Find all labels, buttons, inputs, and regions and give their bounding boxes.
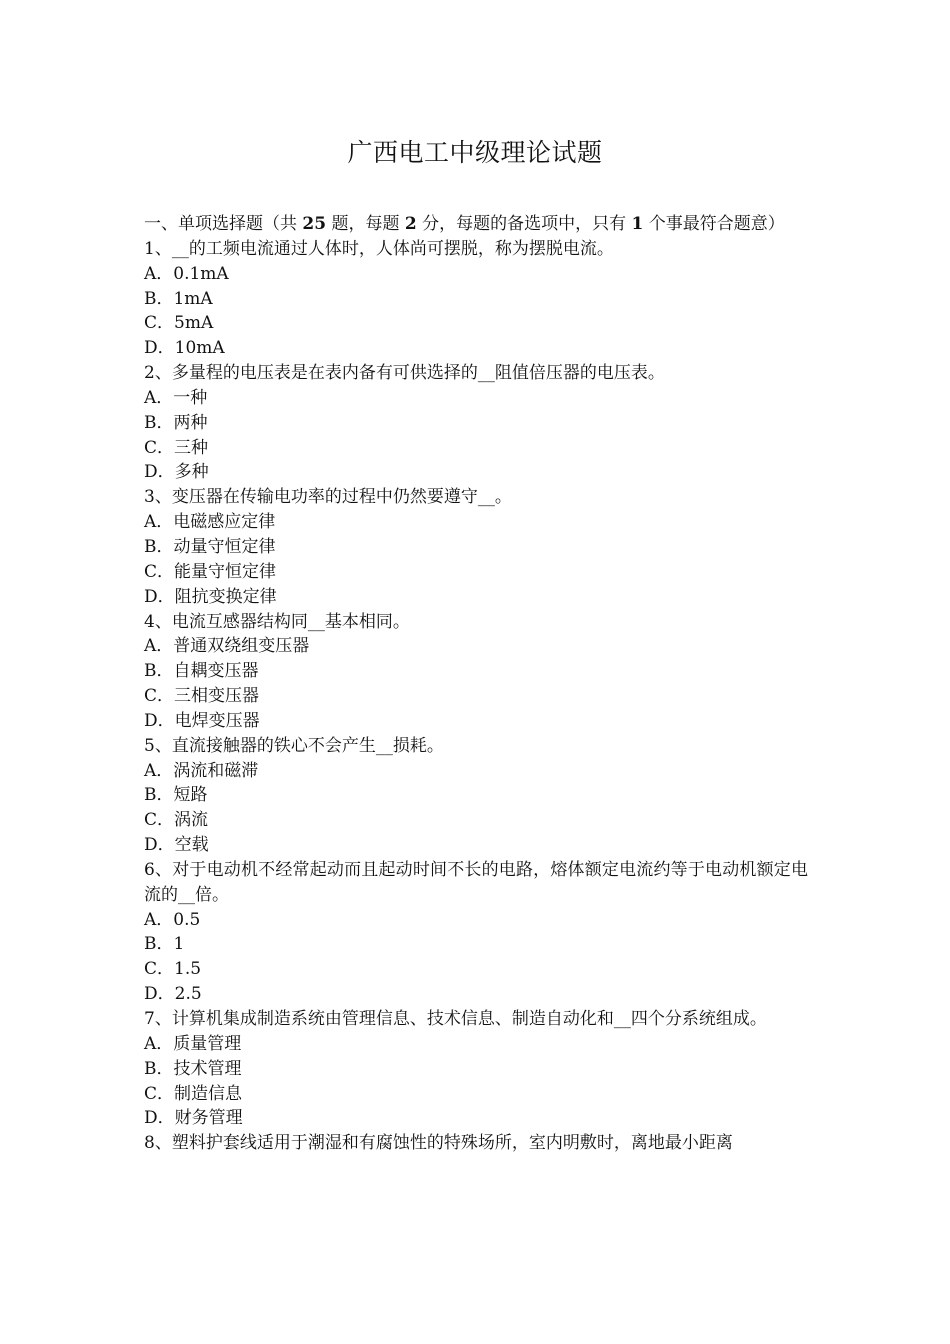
option-b: B．自耦变压器 <box>144 661 259 682</box>
option-c: C．三种 <box>144 437 209 458</box>
section-heading-suffix: 个事最符合题意） <box>643 214 785 234</box>
option-b: B．动量守恒定律 <box>144 536 276 557</box>
option-d: D．多种 <box>144 462 209 483</box>
option-d: D．空载 <box>144 835 209 856</box>
option-b: B．1 <box>144 934 185 955</box>
option-d: D．电焊变压器 <box>144 710 260 731</box>
question-item <box>144 734 808 858</box>
option-d: D．10mA <box>144 338 225 359</box>
option-d: D．2.5 <box>144 984 202 1005</box>
option-c: C．三相变压器 <box>144 686 260 707</box>
question-item <box>144 610 808 734</box>
section-heading-text: 分，每题的备选项中，只有 <box>416 214 632 234</box>
option-b: B．两种 <box>144 412 208 433</box>
question-stem: 7、计算机集成制造系统由管理信息、技术信息、制造自动化和__四个分系统组成。 <box>144 1009 767 1029</box>
question-stem: 3、变压器在传输电功率的过程中仍然要遵守__。 <box>144 487 512 508</box>
option-a: A．一种 <box>144 387 208 408</box>
question-item <box>144 485 808 609</box>
option-c: C．5mA <box>144 313 214 334</box>
option-d: D．财务管理 <box>144 1108 243 1129</box>
option-b: B．1mA <box>144 288 213 309</box>
section-heading-text: 题，每题 <box>326 214 405 234</box>
question-stem: 1、__的工频电流通过人体时，人体尚可摆脱，称为摆脱电流。 <box>144 238 614 259</box>
option-a: A．0.5 <box>144 909 201 930</box>
question-item <box>144 1131 808 1156</box>
option-d: D．阻抗变换定律 <box>144 586 277 607</box>
option-a: A．0.1mA <box>144 263 229 284</box>
option-a: A．电磁感应定律 <box>144 512 276 533</box>
option-a: A．普通双绕组变压器 <box>144 636 310 657</box>
correct-option-count: 1 <box>631 214 644 234</box>
option-a: A．质量管理 <box>144 1033 242 1054</box>
option-c: C．能量守恒定律 <box>144 561 277 582</box>
question-stem: 4、电流互感器结构同__基本相同。 <box>144 611 410 632</box>
question-item <box>144 858 808 1007</box>
option-c: C．制造信息 <box>144 1083 243 1104</box>
question-item <box>144 237 808 361</box>
question-item <box>144 361 808 485</box>
option-b: B．短路 <box>144 785 208 806</box>
question-count: 25 <box>302 214 327 234</box>
section-heading-prefix: 一、单项选择题（共 <box>144 214 303 234</box>
question-stem: 8、塑料护套线适用于潮湿和有腐蚀性的特殊场所，室内明敷时，离地最小距离 <box>144 1133 733 1154</box>
question-stem: 6、对于电动机不经常起动而且起动时间不长的电路，熔体额定电流约等于电动机额定电流的__倍。 <box>144 859 808 905</box>
option-a: A．涡流和磁滞 <box>144 760 259 781</box>
option-b: B．技术管理 <box>144 1058 242 1079</box>
question-list <box>144 212 808 1156</box>
option-c: C．涡流 <box>144 810 209 831</box>
option-c: C．1.5 <box>144 959 202 980</box>
page-title: 广西电工中级理论试题 <box>347 138 603 167</box>
question-stem: 2、多量程的电压表是在表内备有可供选择的__阻值倍压器的电压表。 <box>144 363 665 384</box>
question-stem: 5、直流接触器的铁心不会产生__损耗。 <box>144 735 444 756</box>
section-heading <box>144 212 808 237</box>
score-per-question: 2 <box>404 214 417 234</box>
question-item <box>144 1007 808 1131</box>
